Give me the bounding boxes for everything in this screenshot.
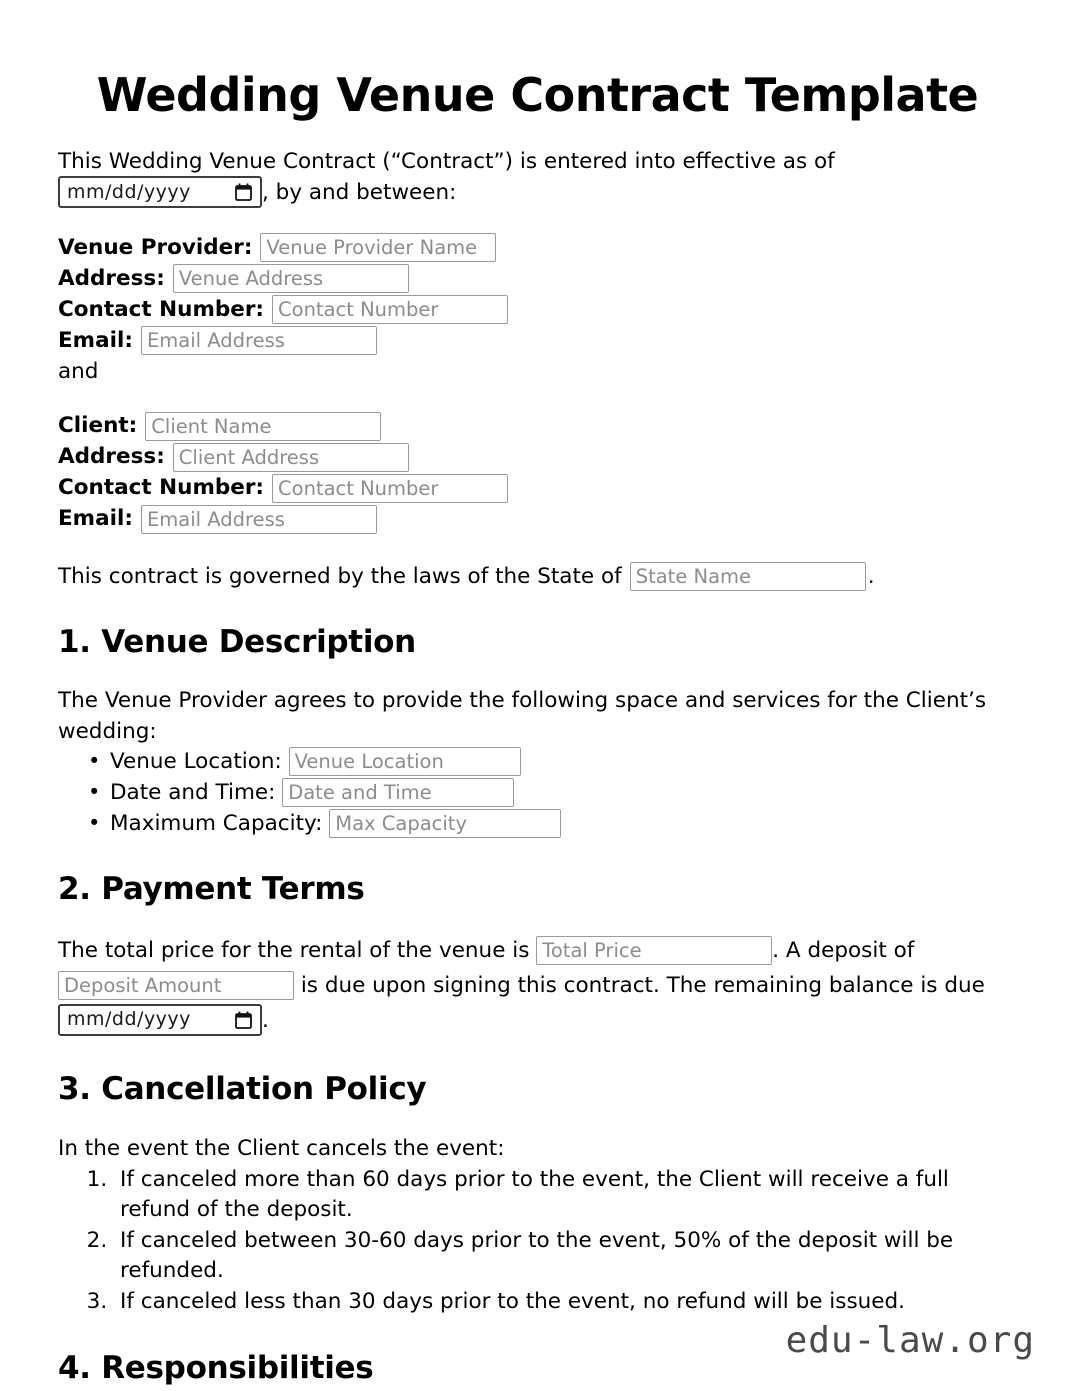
governing-law-prefix: This contract is governed by the laws of the State of: [58, 563, 622, 589]
section-heading-payment-terms: 2. Payment Terms: [58, 871, 365, 908]
governing-law-paragraph: [58, 562, 1017, 591]
field-row-client-contact-number: [58, 474, 1017, 503]
label-client-name: Client:: [58, 413, 138, 439]
venue-provider-block: [58, 233, 1017, 355]
balance-due-date-input[interactable]: [58, 1004, 262, 1036]
label-venue-location: • Venue Location:: [110, 749, 289, 775]
input-client-email[interactable]: [141, 505, 377, 534]
payment-text-part-2: . A deposit of: [772, 937, 922, 963]
cancellation-policy-list: [58, 1165, 1017, 1318]
site-watermark: edu-law.org: [785, 1320, 1035, 1361]
venue-description-bullets: [58, 747, 1017, 838]
payment-terms-paragraph: [58, 934, 1017, 1038]
field-row-venue-email: [58, 326, 1017, 355]
payment-text-part-3: is due upon signing this contract. The remaining balance is due: [294, 972, 992, 998]
input-venue-provider-name[interactable]: [260, 233, 496, 262]
label-venue-email: Email:: [58, 327, 133, 353]
field-row-client-email: [58, 505, 1017, 534]
field-row-client-name: [58, 412, 1017, 441]
governing-law-suffix: .: [867, 563, 875, 589]
input-total-price[interactable]: [536, 936, 772, 965]
payment-text-part-4: .: [262, 1007, 269, 1033]
intro-paragraph-line-1: This Wedding Venue Contract (“Contract”) is entered into effective as of: [58, 148, 835, 174]
input-client-name[interactable]: [145, 412, 381, 441]
field-row-venue-contact-number: [58, 295, 1017, 324]
field-row-venue-provider-name: [58, 233, 1017, 262]
input-venue-contact-number[interactable]: [272, 295, 508, 324]
list-item-maximum-capacity: [110, 809, 1017, 838]
label-venue-provider: Venue Provider:: [58, 234, 253, 260]
list-item-venue-location: [110, 747, 1017, 776]
label-venue-address: Address:: [58, 265, 165, 291]
intro-paragraph-line-2: [58, 177, 1017, 209]
input-max-capacity[interactable]: [329, 809, 561, 838]
input-client-address[interactable]: [173, 443, 409, 472]
payment-text-part-1: The total price for the rental of the venue is: [58, 937, 537, 963]
input-client-contact-number[interactable]: [272, 474, 508, 503]
section-heading-venue-description: 1. Venue Description: [58, 623, 416, 660]
list-item-cancellation-1: 1. If canceled more than 60 days prior to the event, the Client will receive a full refund of the deposit.: [114, 1165, 1017, 1226]
calendar-icon: [235, 183, 252, 201]
list-item-cancellation-3: 3. If canceled less than 30 days prior to the event, no refund will be issued.: [114, 1287, 1017, 1318]
label-client-address: Address:: [58, 444, 165, 470]
label-venue-contact-number: Contact Number:: [58, 296, 265, 322]
effective-date-input[interactable]: [58, 176, 262, 208]
label-client-email: Email:: [58, 506, 133, 532]
list-item-date-and-time: [110, 778, 1017, 807]
effective-date-value: mm/dd/yyyy: [67, 180, 191, 203]
label-client-contact-number: Contact Number:: [58, 475, 265, 501]
label-date-and-time: • Date and Time:: [110, 780, 283, 806]
input-venue-location[interactable]: [289, 747, 521, 776]
input-state-name[interactable]: [630, 562, 866, 591]
label-maximum-capacity: • Maximum Capacity:: [110, 811, 330, 837]
cancellation-policy-intro: In the event the Client cancels the event:: [58, 1136, 505, 1162]
balance-due-date-value: mm/dd/yyyy: [67, 1008, 191, 1031]
client-block: [58, 412, 1017, 534]
input-date-and-time[interactable]: [282, 778, 514, 807]
calendar-icon: [235, 1011, 252, 1029]
list-item-cancellation-2: 2. If canceled between 30-60 days prior to the event, 50% of the deposit will be refunded.: [114, 1226, 1017, 1287]
field-row-client-address: [58, 443, 1017, 472]
venue-description-intro: The Venue Provider agrees to provide the following space and services for the Client’s wedding:: [58, 688, 987, 744]
page-title: Wedding Venue Contract Template: [96, 68, 979, 122]
field-row-venue-address: [58, 264, 1017, 293]
intro-after-date-text: , by and between:: [262, 180, 457, 206]
and-separator: and: [58, 359, 99, 385]
section-heading-cancellation-policy: 3. Cancellation Policy: [58, 1071, 427, 1108]
input-venue-email[interactable]: [141, 326, 377, 355]
input-deposit-amount[interactable]: [58, 971, 294, 1000]
section-heading-responsibilities: 4. Responsibilities: [58, 1350, 374, 1387]
input-venue-address[interactable]: [173, 264, 409, 293]
